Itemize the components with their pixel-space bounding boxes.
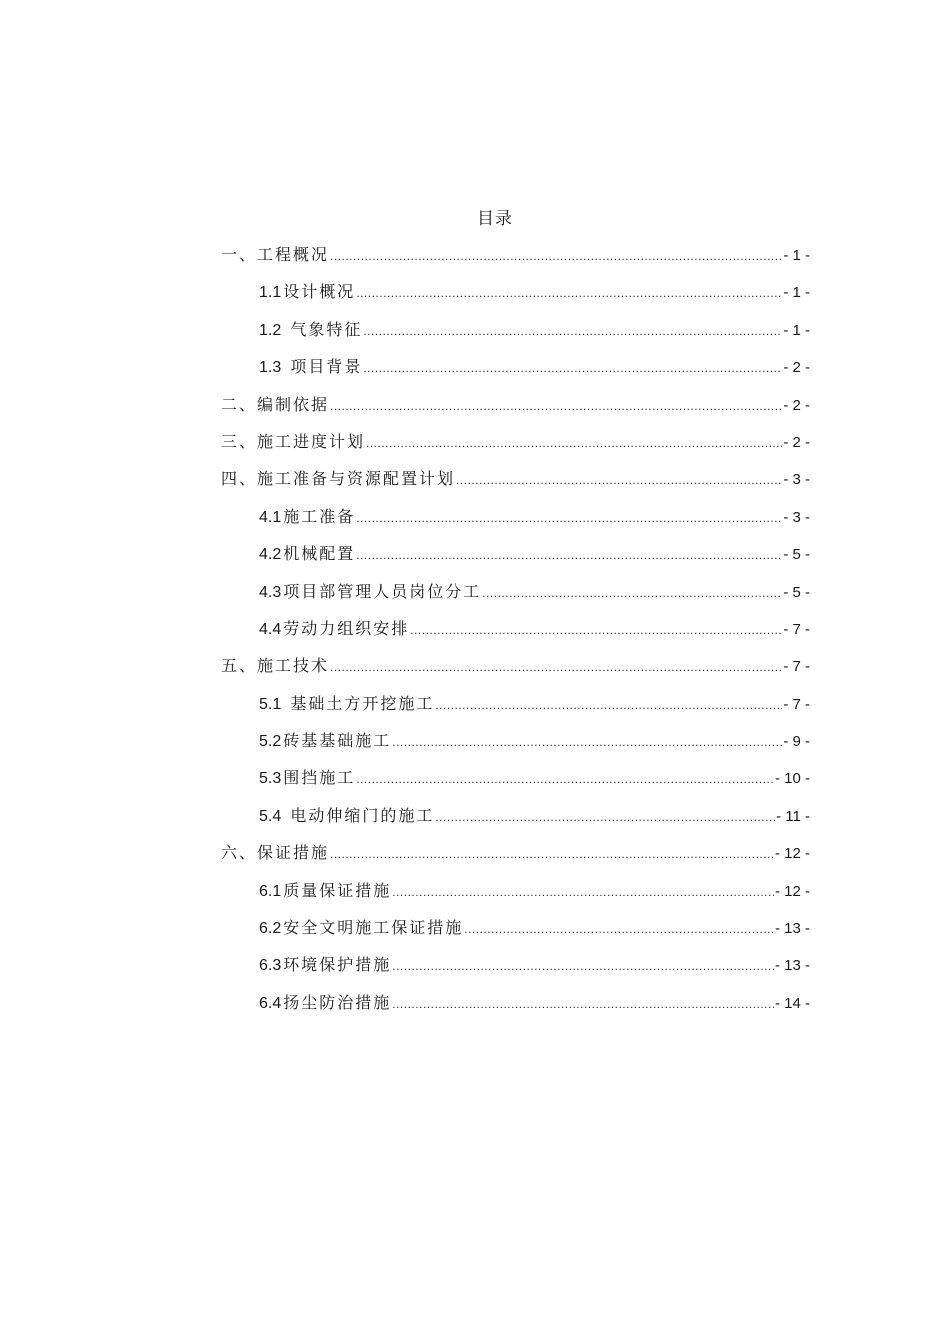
toc-entry-text: 六、保证措施 [221,843,330,863]
toc-entry[interactable] [221,797,810,834]
toc-entry[interactable] [221,535,810,572]
toc-entry[interactable] [221,946,810,983]
toc-entry-text: 围挡施工 [283,768,356,788]
toc-entry-number: 6.2 [259,920,282,938]
toc-entry-label [259,722,391,760]
toc-entry-number: 1.2 [259,321,282,339]
toc-page-number: - 3 - [783,508,810,526]
toc-entry-text: 五、施工技术 [221,656,330,676]
toc-entry[interactable] [221,236,810,273]
toc-entry-number: 5.1 [259,695,282,713]
toc-entry[interactable] [221,348,810,385]
toc-dot-leader [482,575,782,612]
toc-page-number: - 7 - [783,695,810,713]
toc-dot-leader [356,537,782,574]
toc-entry-text: 四、施工准备与资源配置计划 [221,469,456,489]
toc-entry-label [221,834,329,871]
toc-entry-number: 5.4 [259,807,282,825]
toc-page-number: - 9 - [783,733,810,751]
toc-entry-text: 基础土方开挖施工 [283,693,435,713]
toc-entry[interactable] [221,460,810,497]
toc-entry-number: 6.1 [259,882,282,900]
toc-entry-label [259,348,362,386]
toc-dot-leader [392,874,774,911]
toc-page-number: - 1 - [783,321,810,339]
toc-entry-text: 安全文明施工保证措施 [283,918,464,938]
toc-entry-number: 1.3 [259,359,282,377]
toc-entry-text: 劳动力组织安排 [283,618,410,638]
toc-entry-label [259,797,434,835]
toc-entry-text: 三、施工进度计划 [221,431,366,451]
toc-dot-leader [435,799,775,836]
toc-dot-leader [392,986,774,1023]
toc-entry-label [259,685,434,723]
toc-dot-leader [356,275,782,312]
toc-entry-number: 4.3 [259,583,282,601]
toc-dot-leader [330,649,782,686]
toc-entry[interactable] [221,423,810,460]
toc-dot-leader [356,500,782,537]
toc-page-number: - 12 - [774,845,810,863]
toc-entry-text: 扬尘防治措施 [283,992,392,1012]
toc-entry[interactable] [221,573,810,610]
toc-page-number: - 7 - [783,620,810,638]
toc-entry-label [259,872,391,910]
toc-entry-number: 5.2 [259,733,282,751]
toc-page-number: - 14 - [774,994,810,1012]
toc-page-number: - 5 - [783,546,810,564]
toc-entry[interactable] [221,685,810,722]
toc-dot-leader [410,612,782,649]
toc-entry[interactable] [221,909,810,946]
toc-entry-label [221,460,455,497]
toc-entry[interactable] [221,722,810,759]
toc-entry[interactable] [221,610,810,647]
toc-page-number: - 2 - [783,433,810,451]
toc-entry-text: 项目背景 [283,357,363,377]
toc-entry[interactable] [221,759,810,796]
toc-entry-text: 环境保护措施 [283,955,392,975]
toc-dot-leader [356,761,774,798]
toc-entry-text: 砖基基础施工 [283,731,392,751]
toc-page-number: - 10 - [774,770,810,788]
toc-entry-label [221,386,329,423]
toc-entry[interactable] [221,984,810,1021]
toc-dot-leader [392,724,782,761]
toc-entry-text: 设计概况 [283,282,356,302]
toc-dot-leader [392,948,774,985]
toc-title: 目录 [477,209,513,229]
toc-entry-label [221,423,365,460]
toc-entry[interactable] [221,273,810,310]
toc-page-number: - 3 - [783,471,810,489]
toc-entry-text: 气象特征 [283,319,363,339]
toc-entry-label [259,984,391,1022]
toc-page-number: - 12 - [774,882,810,900]
toc-entry-text: 一、工程概况 [221,245,330,264]
toc-entry-label [259,946,391,984]
toc-entry-label [259,759,355,797]
toc-dot-leader [456,462,782,499]
toc-entry-number: 5.3 [259,770,282,788]
toc-dot-leader [330,836,774,873]
toc-entry-label [259,273,355,311]
toc-entry-text: 项目部管理人员岗位分工 [283,581,482,601]
toc-page-number: - 13 - [774,920,810,938]
toc-entry[interactable] [221,386,810,423]
toc-dot-leader [363,350,782,387]
toc-entry-text: 质量保证措施 [283,880,392,900]
toc-dot-leader [464,911,774,948]
toc-entry-text: 施工准备 [283,506,356,526]
toc-entry-text: 机械配置 [283,544,356,564]
toc-entry-number: 4.1 [259,508,282,526]
toc-entry-label [259,535,355,573]
toc-entry-number: 4.2 [259,546,282,564]
toc-dot-leader [330,388,782,425]
toc-page-number: - 1 - [783,284,810,302]
toc-entry-number: 6.4 [259,994,282,1012]
toc-entry[interactable] [221,872,810,909]
toc-entry-text: 二、编制依据 [221,394,330,414]
toc-page-number: - 5 - [783,583,810,601]
toc-page-number: - 1 - [783,247,810,264]
toc-dot-leader [330,238,782,275]
toc-page-number: - 13 - [774,957,810,975]
toc-page-number: - 11 - [776,807,810,825]
toc-dot-leader [366,425,782,462]
toc-entry-number: 1.1 [259,284,282,302]
toc-entry-label [259,573,481,611]
toc-entry-label [259,610,409,648]
toc-entry-label [259,909,463,947]
toc-entry-text: 电动伸缩门的施工 [283,805,435,825]
toc-entry-label [221,236,329,273]
toc-entry-label [221,647,329,684]
toc-entry[interactable] [221,311,810,348]
toc-dot-leader [435,687,782,724]
toc-page-number: - 2 - [783,396,810,414]
toc-entry-label [259,498,355,536]
toc-page-number: - 2 - [783,359,810,377]
toc-entry[interactable] [221,834,810,871]
table-of-contents [221,236,810,1021]
toc-entry-number: 6.3 [259,957,282,975]
toc-entry[interactable] [221,498,810,535]
toc-entry-number: 4.4 [259,620,282,638]
toc-entry-label [259,311,362,349]
toc-page-number: - 7 - [783,658,810,676]
toc-entry[interactable] [221,647,810,684]
toc-dot-leader [363,313,782,350]
